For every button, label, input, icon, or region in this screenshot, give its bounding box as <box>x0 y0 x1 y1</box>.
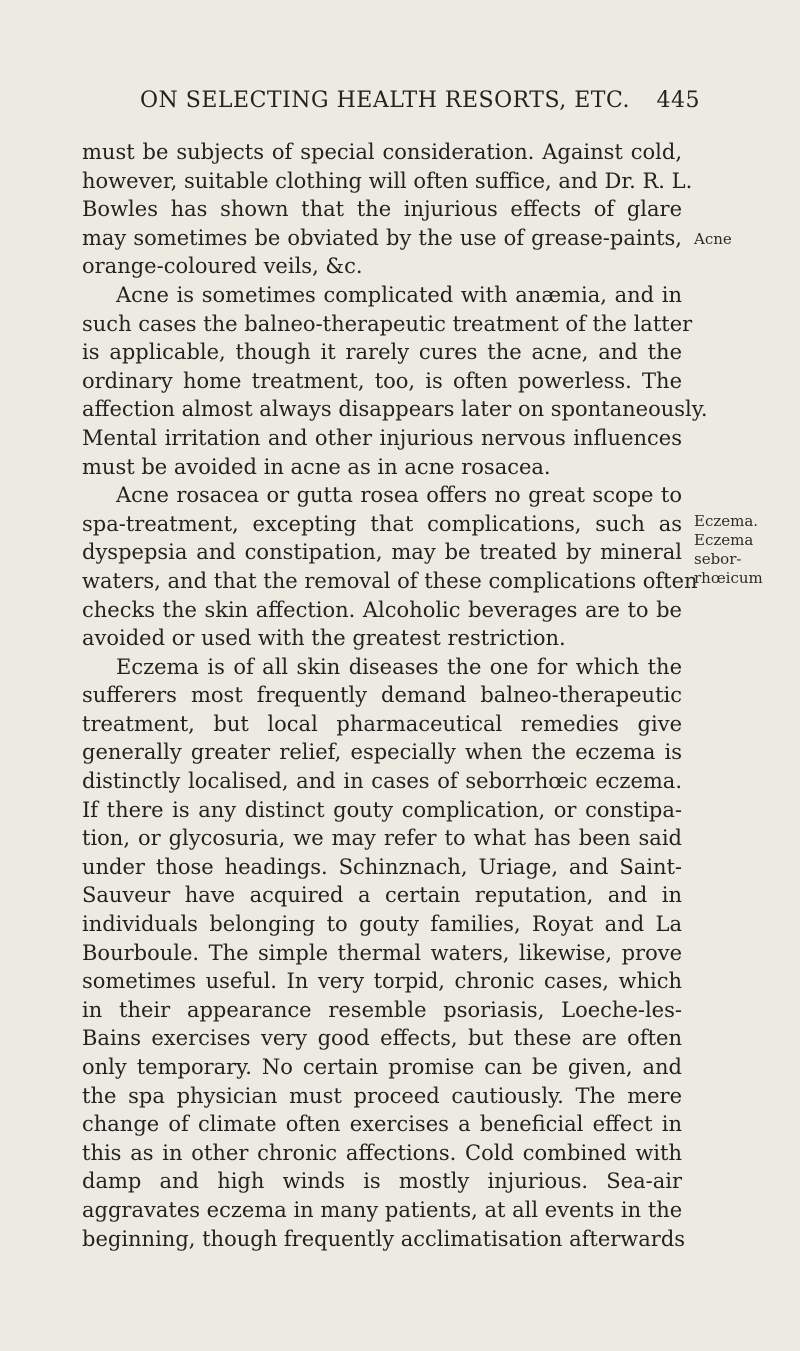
text-line: Bains exercises very good effects, but these are often <box>82 1026 682 1051</box>
text-line: damp and high winds is mostly injurious. Sea-air <box>82 1169 682 1194</box>
text-line: only temporary. No certain promise can be given, and <box>82 1055 682 1079</box>
margin-note-text: sebor- <box>694 550 742 568</box>
margin-note-text: Acne <box>694 230 732 248</box>
margin-note-text: rhœicum <box>694 569 763 587</box>
running-title: ON SELECTING HEALTH RESORTS, ETC. <box>140 88 631 113</box>
text-line: such cases the balneo-therapeutic treatment of the latter <box>82 311 693 336</box>
text-line: aggravates eczema in many patients, at all events in the <box>82 1197 683 1222</box>
text-line: sometimes useful. In very torpid, chronic cases, which <box>82 969 682 994</box>
text-line: generally greater relief, especially when the eczema is <box>82 740 682 765</box>
text-line: Sauveur have acquired a certain reputation, and in <box>82 883 682 908</box>
text-line: is applicable, though it rarely cures the acne, and the <box>82 340 682 365</box>
text-line: beginning, though frequently acclimatisation afterwards <box>82 1226 686 1251</box>
text-line: must be subjects of special consideration. Against cold, <box>82 140 682 164</box>
margin-note-text: Eczema <box>694 531 754 549</box>
body-text <box>82 138 708 1253</box>
text-line: distinctly localised, and in cases of seborrhœic eczema. <box>82 769 682 794</box>
text-line: must be avoided in acne as in acne rosacea. <box>82 454 551 479</box>
text-line: Eczema is of all skin diseases the one for which the <box>116 654 682 679</box>
text-line: in their appearance resemble psoriasis, Loeche-les- <box>82 997 682 1022</box>
text-line: dyspepsia and constipation, may be treated by mineral <box>82 540 682 565</box>
text-line: waters, and that the removal of these complications often <box>82 568 698 593</box>
text-line: individuals belonging to gouty families, Royat and La <box>82 912 682 937</box>
text-line: the spa physician must proceed cautiously. The mere <box>82 1083 682 1108</box>
text-line: affection almost always disappears later on spontaneously. <box>82 397 708 422</box>
text-line: sufferers most frequently demand balneo-therapeutic <box>82 683 682 708</box>
margin-note-eczema <box>694 512 798 588</box>
text-line: checks the skin affection. Alcoholic beverages are to be <box>82 597 682 622</box>
text-line: If there is any distinct gouty complication, or constipa- <box>82 797 682 822</box>
text-line: tion, or glycosuria, we may refer to what has been said <box>82 826 682 851</box>
text-line: Bourboule. The simple thermal waters, likewise, prove <box>82 940 682 965</box>
margin-note-acne <box>694 230 798 249</box>
text-line: Bowles has shown that the injurious effects of glare <box>82 197 682 222</box>
text-line: under those headings. Schinznach, Uriage, and Saint- <box>82 854 682 879</box>
margin-note-text: Eczema. <box>694 512 759 530</box>
text-line: this as in other chronic affections. Cold combined with <box>82 1140 682 1165</box>
text-line: Acne is sometimes complicated with anæmia, and in <box>116 282 682 307</box>
page-number: 445 <box>656 88 700 113</box>
text-line: orange-coloured veils, &c. <box>82 254 363 279</box>
text-line: ordinary home treatment, too, is often powerless. The <box>82 368 682 393</box>
text-line: treatment, but local pharmaceutical remedies give <box>82 711 682 736</box>
text-line: however, suitable clothing will often suffice, and Dr. R. L. <box>82 168 693 193</box>
text-line: Mental irritation and other injurious nervous influences <box>82 425 682 450</box>
text-line: avoided or used with the greatest restriction. <box>82 626 566 651</box>
text-line: Acne rosacea or gutta rosea offers no great scope to <box>116 483 682 508</box>
text-line: may sometimes be obviated by the use of grease-paints, <box>82 225 682 250</box>
text-line: change of climate often exercises a beneficial effect in <box>82 1112 682 1137</box>
text-line: spa-treatment, excepting that complications, such as <box>82 511 682 536</box>
